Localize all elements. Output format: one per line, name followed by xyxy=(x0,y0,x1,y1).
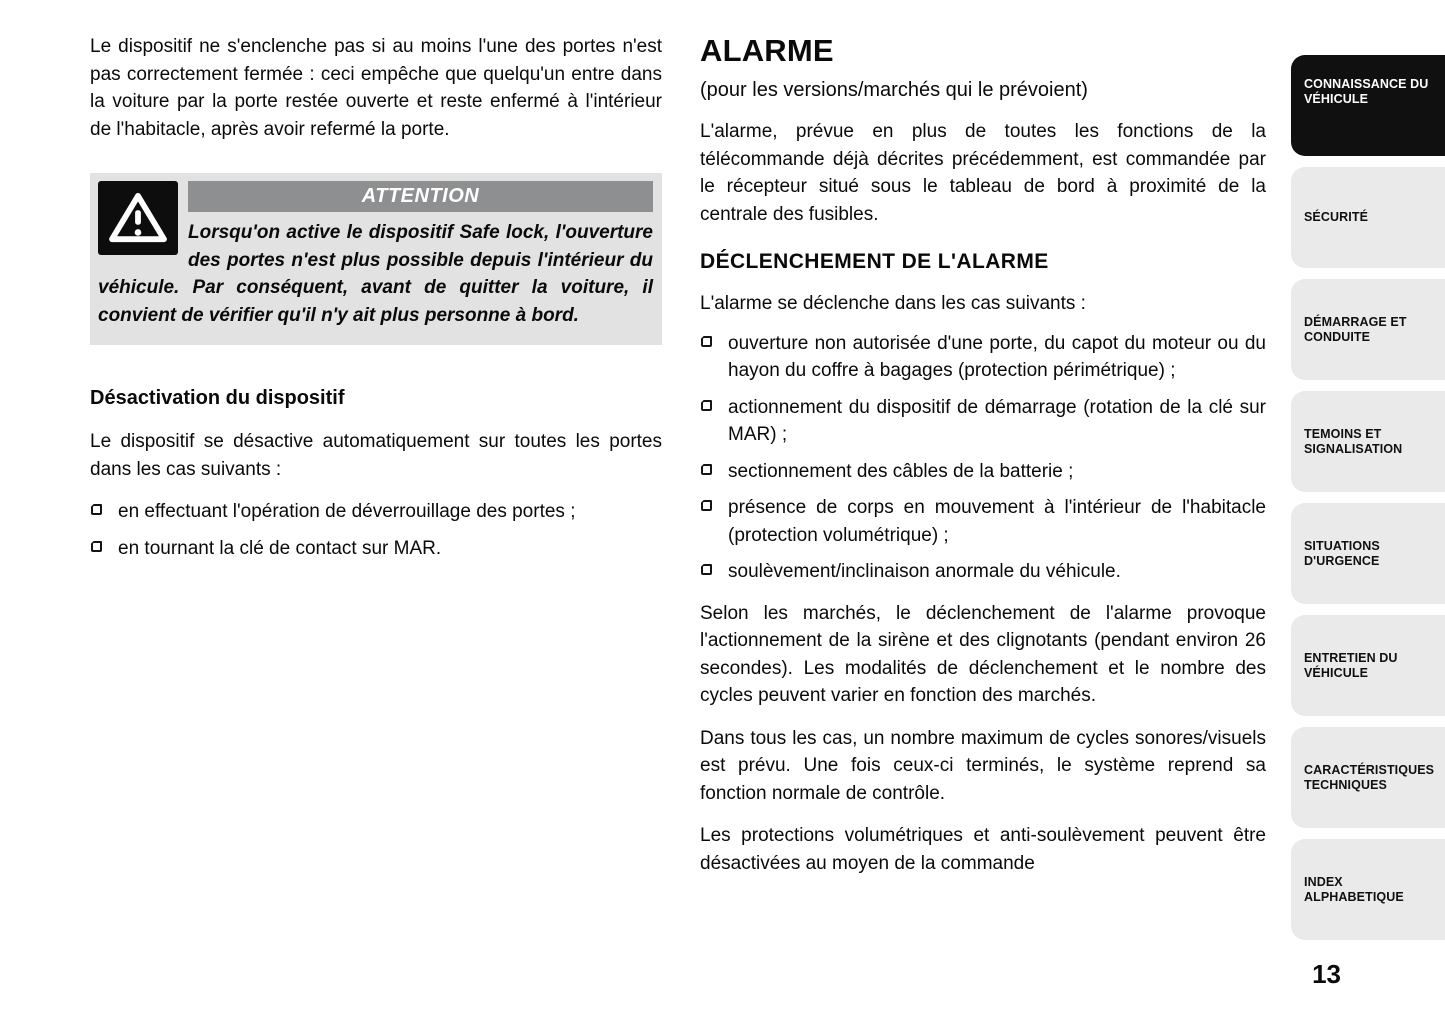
tab-securite[interactable] xyxy=(1291,167,1445,268)
list-item xyxy=(700,558,1266,586)
list-item-text: soulèvement/inclinaison anormale du véhicule. xyxy=(728,561,1121,582)
alarm-subtitle: (pour les versions/marchés qui le prévoient) xyxy=(700,79,1088,101)
list-item xyxy=(700,330,1266,385)
tab-demarrage-et-conduite[interactable] xyxy=(1291,279,1445,380)
deactivation-heading: Désactivation du dispositif xyxy=(90,387,345,409)
list-item-text: actionnement du dispositif de démarrage (rotation de la clé sur MAR) ; xyxy=(728,396,1266,445)
list-item xyxy=(700,494,1266,549)
left-column xyxy=(90,33,662,892)
tab-connaissance-du-vehicule[interactable] xyxy=(1291,55,1445,156)
page-number: 13 xyxy=(1312,959,1341,989)
deactivation-list xyxy=(90,498,662,562)
protections-paragraph: Les protections volumétriques et anti-soulèvement peuvent être désactivées au moyen de la commande xyxy=(700,825,1266,874)
deactivation-paragraph: Le dispositif se désactive automatiquement sur toutes les portes dans les cas suivants : xyxy=(90,431,662,480)
trigger-list xyxy=(700,330,1266,586)
list-item-text: sectionnement des câbles de la batterie ; xyxy=(728,460,1074,482)
bullet-square-icon xyxy=(701,464,712,475)
tab-label: SITUATIONS D'URGENCE xyxy=(1304,538,1380,568)
list-item-text: présence de corps en mouvement à l'intérieur de l'habitacle (protection volumétrique) ; xyxy=(728,497,1266,546)
tab-label: TEMOINS ET SIGNALISATION xyxy=(1304,426,1403,456)
alarm-intro-paragraph: L'alarme, prévue en plus de toutes les fonctions de la télécommande déjà décrites précédemment, est commandée par le récepteur situé sous le tableau de bord à proximité de la centrale des fusibles. xyxy=(700,121,1266,225)
markets-paragraph: Selon les marchés, le déclenchement de l'alarme provoque l'actionnement de la sirène et des clignotants (pendant environ 26 secondes). Les modalités de déclenchement et le nombre des cycles peuvent varier en fonction des marchés. xyxy=(700,602,1266,706)
attention-body: Lorsqu'on active le dispositif Safe lock, l'ouverture des portes n'est plus possible depuis l'intérieur du véhicule. Par conséquent, avant de quitter la voiture, il convient de vérifier qu'il n'y ait plus personne à bord. xyxy=(98,222,653,326)
tab-temoins-et-signalisation[interactable] xyxy=(1291,391,1445,492)
trigger-intro: L'alarme se déclenche dans les cas suivants : xyxy=(700,293,1086,314)
list-item xyxy=(90,535,662,563)
cycles-paragraph: Dans tous les cas, un nombre maximum de cycles sonores/visuels est prévu. Une fois ceux-ci terminés, le système reprend sa fonction normale de contrôle. xyxy=(700,727,1266,804)
list-item xyxy=(700,458,1266,486)
tab-label: ENTRETIEN DU VÉHICULE xyxy=(1304,650,1398,680)
warning-triangle-icon xyxy=(98,181,178,255)
list-item xyxy=(90,498,662,526)
tab-index-alphabetique[interactable] xyxy=(1291,839,1445,940)
attention-title-text: ATTENTION xyxy=(361,185,480,207)
tab-label: SÉCURITÉ xyxy=(1304,210,1369,224)
alarm-title: ALARME xyxy=(700,33,834,68)
bullet-square-icon xyxy=(701,500,712,511)
right-column xyxy=(700,33,1266,892)
section-tabs-sidebar xyxy=(1291,55,1445,951)
bullet-square-icon xyxy=(701,400,712,411)
tab-label: INDEX ALPHABETIQUE xyxy=(1304,874,1404,904)
tab-label: CONNAISSANCE DU VÉHICULE xyxy=(1304,77,1429,106)
attention-box xyxy=(90,173,662,345)
tab-entretien-du-vehicule[interactable] xyxy=(1291,615,1445,716)
list-item-text: en effectuant l'opération de déverrouillage des portes ; xyxy=(118,501,576,522)
list-item-text: ouverture non autorisée d'une porte, du capot du moteur ou du hayon du coffre à bagages (protection périmétrique) ; xyxy=(728,332,1266,381)
tab-label: DÉMARRAGE ET CONDUITE xyxy=(1304,314,1407,344)
list-item xyxy=(700,394,1266,449)
tab-caracteristiques-techniques[interactable] xyxy=(1291,727,1445,828)
bullet-square-icon xyxy=(701,336,712,347)
page-content xyxy=(90,33,1266,892)
bullet-square-icon xyxy=(91,541,102,552)
bullet-square-icon xyxy=(701,564,712,575)
list-item-text: en tournant la clé de contact sur MAR. xyxy=(118,537,442,559)
attention-title xyxy=(188,181,653,212)
intro-paragraph: Le dispositif ne s'enclenche pas si au moins l'une des portes n'est pas correctement fermée : ceci empêche que quelqu'un entre dans la voiture par la porte restée ouverte et reste enfermé à l'intérieur de l'habitacle, après avoir refermé la porte. xyxy=(90,36,662,140)
bullet-square-icon xyxy=(91,504,102,515)
tab-situations-durgence[interactable] xyxy=(1291,503,1445,604)
trigger-heading: DÉCLENCHEMENT DE L'ALARME xyxy=(700,250,1049,273)
tab-label: CARACTÉRISTIQUES TECHNIQUES xyxy=(1304,762,1435,792)
